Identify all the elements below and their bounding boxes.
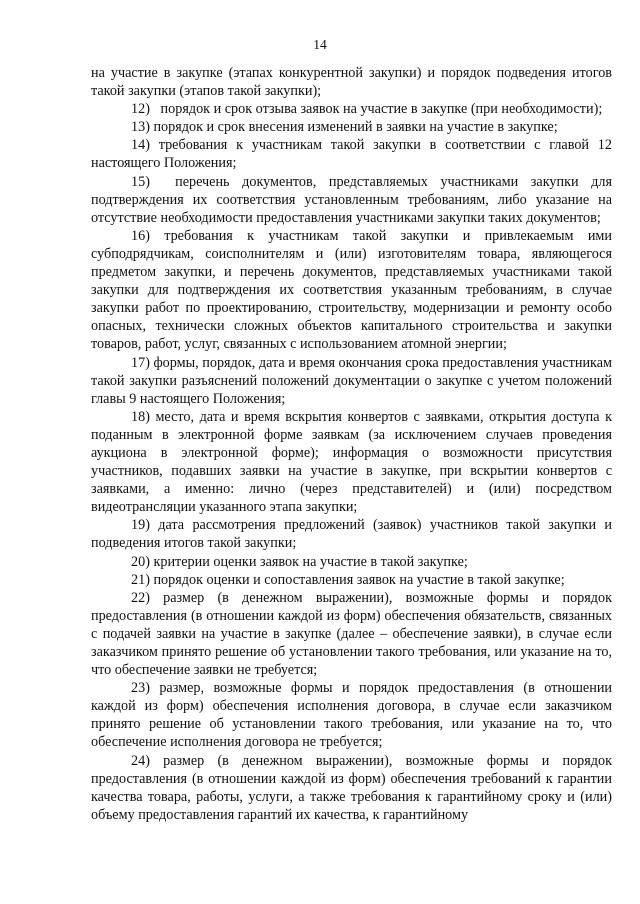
paragraph-item-22: 22) размер (в денежном выражении), возможные формы и порядок предоставления (в отношении каждой из форм) обеспечения обязательств, связанных с подачей заявки на участие в закупке (далее – обеспечение заявки), в случае если заказчиком принято решение об установлении такого требования, или указание на то, что обеспечение заявки не требуется; [91, 589, 612, 679]
paragraph-item-17: 17) формы, порядок, дата и время окончания срока предоставления участникам такой закупки разъяснений положений документации о закупке с учетом положений главы 9 настоящего Положения; [91, 354, 612, 407]
paragraph-item-12: 12) порядок и срок отзыва заявок на участие в закупке (при необходимости); [131, 101, 603, 118]
paragraph-item-18: 18) место, дата и время вскрытия конвертов с заявками, открытия доступа к поданным в электронной форме заявкам (за исключением случаев проведения аукциона в электронной форме); информация о возможности присутствия участников, подавших заявки на участие в закупке, при вскрытии конвертов с заявками, а именно: лично (через представителей) и (или) посредством видеотрансляции указанного этапа закупки; [91, 408, 612, 516]
paragraph-item-15: 15) перечень документов, представляемых участниками закупки для подтверждения их соответствия установленным требованиям, либо указание на отсутствие необходимости предоставления участниками закупки таких документов; [91, 173, 612, 226]
paragraph-item-16: 16) требования к участникам такой закупки и привлекаемым ими субподрядчикам, соисполнителям и (или) изготовителям товара, являющегося предметом закупки, и перечень документов, представляемых участниками такой закупки для подтверждения их соответствия указанным требованиям, в случае закупки работ по проектированию, строительству, модернизации и ремонту особо опасных, технически сложных объектов капитального строительства и закупки товаров, работ, услуг, связанных с использованием атомной энергии; [91, 227, 612, 353]
paragraph-item-24: 24) размер (в денежном выражении), возможные формы и порядок предоставления (в отношении каждой из форм) обеспечения требований к гарантии качества товара, работы, услуги, а также требования к гарантийному сроку и (или) объему предоставления гарантий их качества, к гарантийному [91, 752, 612, 823]
paragraph-item-20: 20) критерии оценки заявок на участие в такой закупке; [131, 553, 468, 570]
paragraph-item-13: 13) порядок и срок внесения изменений в заявки на участие в закупке; [131, 119, 558, 136]
paragraph-item-21: 21) порядок оценки и сопоставления заявок на участие в такой закупке; [131, 571, 565, 588]
paragraph-continuation: на участие в закупке (этапах конкурентной закупки) и порядок подведения итогов такой закупки (этапов такой закупки); [91, 65, 612, 100]
page-number: 14 [313, 37, 327, 52]
document-body [91, 64, 612, 824]
paragraph-item-19: 19) дата рассмотрения предложений (заявок) участников такой закупки и подведения итогов такой закупки; [91, 517, 612, 552]
paragraph-item-14: 14) требования к участникам такой закупки в соответствии с главой 12 настоящего Положения; [91, 137, 612, 172]
paragraph-item-23: 23) размер, возможные формы и порядок предоставления (в отношении каждой из форм) обеспечения исполнения договора, в случае если заказчиком принято решение об установлении такого требования, или указание на то, что обеспечение исполнения договора не требуется; [91, 680, 612, 751]
